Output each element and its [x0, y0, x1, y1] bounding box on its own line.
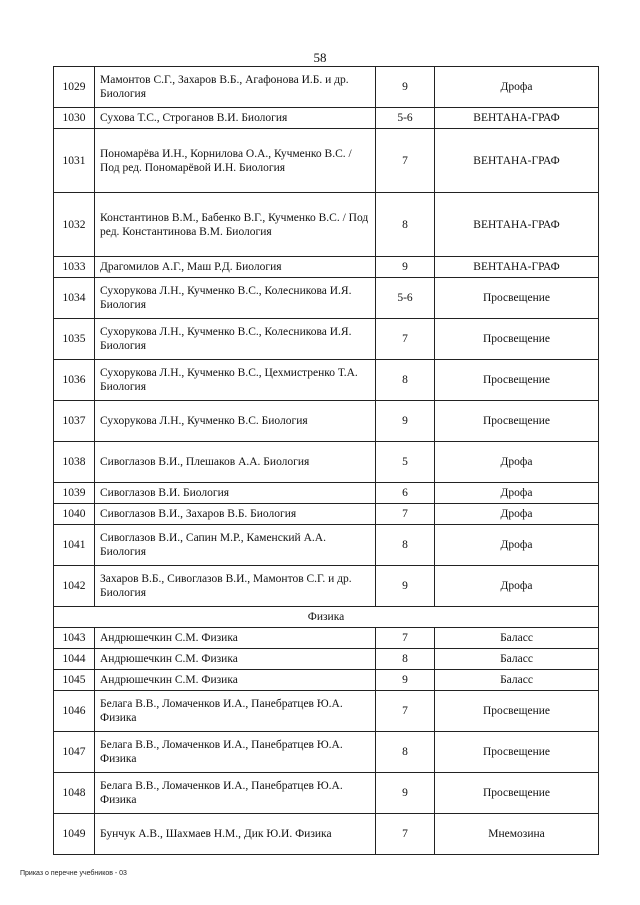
table-row — [54, 773, 599, 814]
table-row — [54, 278, 599, 319]
row-grade: 8 — [376, 649, 435, 670]
row-number: 1029 — [54, 67, 95, 108]
table-row — [54, 257, 599, 278]
row-number: 1037 — [54, 401, 95, 442]
row-authors-title: Андрюшечкин С.М. Физика — [95, 649, 376, 670]
row-authors-title: Сивоглазов В.И., Сапин М.Р., Каменский А.А. Биология — [95, 525, 376, 566]
row-grade: 7 — [376, 129, 435, 193]
row-grade: 8 — [376, 360, 435, 401]
table-row — [54, 442, 599, 483]
row-publisher: Баласс — [435, 670, 599, 691]
row-grade: 7 — [376, 319, 435, 360]
row-authors-title: Белага В.В., Ломаченков И.А., Панебратцев Ю.А. Физика — [95, 732, 376, 773]
row-number: 1047 — [54, 732, 95, 773]
table-row — [54, 483, 599, 504]
row-grade: 7 — [376, 628, 435, 649]
row-publisher: Просвещение — [435, 319, 599, 360]
row-authors-title: Сухорукова Л.Н., Кучменко В.С. Биология — [95, 401, 376, 442]
row-grade: 7 — [376, 814, 435, 855]
row-publisher: ВЕНТАНА-ГРАФ — [435, 257, 599, 278]
row-number: 1049 — [54, 814, 95, 855]
row-grade: 7 — [376, 691, 435, 732]
row-publisher: ВЕНТАНА-ГРАФ — [435, 129, 599, 193]
row-publisher: Дрофа — [435, 525, 599, 566]
table-row — [54, 401, 599, 442]
section-row-group — [54, 607, 599, 628]
row-grade: 8 — [376, 732, 435, 773]
row-authors-title: Захаров В.Б., Сивоглазов В.И., Мамонтов С.Г. и др. Биология — [95, 566, 376, 607]
page-number: 58 — [313, 50, 327, 65]
table-row — [54, 129, 599, 193]
row-number: 1039 — [54, 483, 95, 504]
row-authors-title: Сивоглазов В.И., Плешаков А.А. Биология — [95, 442, 376, 483]
row-grade: 5-6 — [376, 108, 435, 129]
row-authors-title: Андрюшечкин С.М. Физика — [95, 670, 376, 691]
row-number: 1040 — [54, 504, 95, 525]
row-publisher: Дрофа — [435, 67, 599, 108]
table-row — [54, 649, 599, 670]
table-row — [54, 691, 599, 732]
section-title: Физика — [54, 607, 599, 628]
row-authors-title: Андрюшечкин С.М. Физика — [95, 628, 376, 649]
textbook-table — [53, 66, 599, 855]
row-number: 1048 — [54, 773, 95, 814]
row-publisher: Просвещение — [435, 401, 599, 442]
row-authors-title: Белага В.В., Ломаченков И.А., Панебратцев Ю.А. Физика — [95, 691, 376, 732]
row-grade: 6 — [376, 483, 435, 504]
table-row — [54, 670, 599, 691]
table-row — [54, 732, 599, 773]
row-grade: 5 — [376, 442, 435, 483]
row-publisher: Мнемозина — [435, 814, 599, 855]
table-row — [54, 525, 599, 566]
row-number: 1042 — [54, 566, 95, 607]
row-number: 1032 — [54, 193, 95, 257]
table-body-physics — [54, 628, 599, 855]
row-publisher: Просвещение — [435, 732, 599, 773]
row-number: 1036 — [54, 360, 95, 401]
row-number: 1044 — [54, 649, 95, 670]
row-publisher: Баласс — [435, 649, 599, 670]
table-row — [54, 360, 599, 401]
table-body-biology — [54, 67, 599, 607]
row-number: 1031 — [54, 129, 95, 193]
table-row — [54, 628, 599, 649]
footer-note: Приказ о перечне учебников - 03 — [20, 870, 127, 877]
row-number: 1033 — [54, 257, 95, 278]
table-row — [54, 67, 599, 108]
row-authors-title: Бунчук А.В., Шахмаев Н.М., Дик Ю.И. Физика — [95, 814, 376, 855]
row-grade: 9 — [376, 773, 435, 814]
row-publisher: ВЕНТАНА-ГРАФ — [435, 108, 599, 129]
row-grade: 9 — [376, 566, 435, 607]
table-row — [54, 108, 599, 129]
row-grade: 9 — [376, 401, 435, 442]
row-publisher: Просвещение — [435, 278, 599, 319]
row-number: 1041 — [54, 525, 95, 566]
row-grade: 9 — [376, 257, 435, 278]
row-publisher: Дрофа — [435, 442, 599, 483]
row-publisher: Дрофа — [435, 504, 599, 525]
row-authors-title: Сухорукова Л.Н., Кучменко В.С., Колесникова И.Я. Биология — [95, 278, 376, 319]
table-row — [54, 814, 599, 855]
row-grade: 8 — [376, 525, 435, 566]
row-grade: 9 — [376, 670, 435, 691]
row-number: 1030 — [54, 108, 95, 129]
row-authors-title: Мамонтов С.Г., Захаров В.Б., Агафонова И.Б. и др. Биология — [95, 67, 376, 108]
table-row — [54, 566, 599, 607]
row-publisher: Просвещение — [435, 773, 599, 814]
table-row — [54, 319, 599, 360]
row-grade: 8 — [376, 193, 435, 257]
row-authors-title: Сивоглазов В.И. Биология — [95, 483, 376, 504]
row-publisher: Просвещение — [435, 691, 599, 732]
row-publisher: ВЕНТАНА-ГРАФ — [435, 193, 599, 257]
row-authors-title: Сивоглазов В.И., Захаров В.Б. Биология — [95, 504, 376, 525]
row-number: 1034 — [54, 278, 95, 319]
row-grade: 7 — [376, 504, 435, 525]
row-authors-title: Драгомилов А.Г., Маш Р.Д. Биология — [95, 257, 376, 278]
row-publisher: Дрофа — [435, 566, 599, 607]
row-authors-title: Белага В.В., Ломаченков И.А., Панебратцев Ю.А. Физика — [95, 773, 376, 814]
row-authors-title: Сухорукова Л.Н., Кучменко В.С., Колесникова И.Я. Биология — [95, 319, 376, 360]
row-number: 1045 — [54, 670, 95, 691]
row-publisher: Просвещение — [435, 360, 599, 401]
section-row — [54, 607, 599, 628]
table-row — [54, 504, 599, 525]
row-authors-title: Сухова Т.С., Строганов В.И. Биология — [95, 108, 376, 129]
row-authors-title: Константинов В.М., Бабенко В.Г., Кучменко В.С. / Под ред. Константинова В.М. Биология — [95, 193, 376, 257]
row-number: 1043 — [54, 628, 95, 649]
row-publisher: Дрофа — [435, 483, 599, 504]
row-grade: 9 — [376, 67, 435, 108]
row-authors-title: Пономарёва И.Н., Корнилова О.А., Кучменко В.С. / Под ред. Пономарёвой И.Н. Биология — [95, 129, 376, 193]
row-publisher: Баласс — [435, 628, 599, 649]
row-grade: 5-6 — [376, 278, 435, 319]
row-number: 1038 — [54, 442, 95, 483]
row-number: 1035 — [54, 319, 95, 360]
table-row — [54, 193, 599, 257]
row-authors-title: Сухорукова Л.Н., Кучменко В.С., Цехмистренко Т.А. Биология — [95, 360, 376, 401]
row-number: 1046 — [54, 691, 95, 732]
